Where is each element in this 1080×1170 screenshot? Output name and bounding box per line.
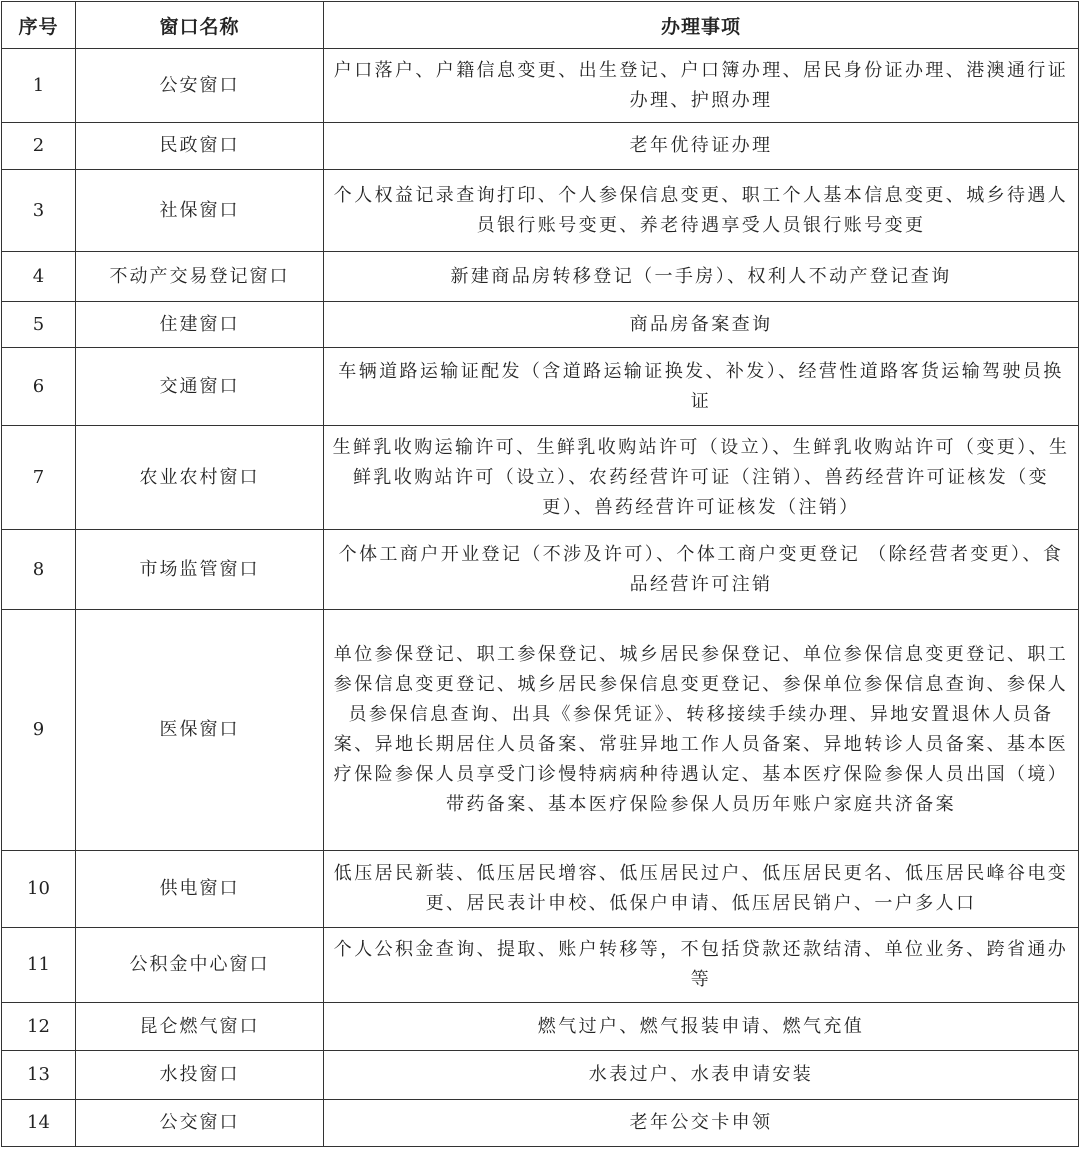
row-window: 市场监管窗口 — [76, 530, 324, 610]
table-row — [2, 928, 1079, 1003]
row-window: 农业农村窗口 — [76, 426, 324, 530]
table-row — [2, 1003, 1079, 1051]
table-row — [2, 123, 1079, 170]
row-window: 公积金中心窗口 — [76, 928, 324, 1003]
row-items: 燃气过户、燃气报装申请、燃气充值 — [324, 1003, 1079, 1051]
row-no: 12 — [2, 1003, 76, 1051]
row-no: 13 — [2, 1051, 76, 1100]
row-window: 不动产交易登记窗口 — [76, 252, 324, 302]
row-items: 个体工商户开业登记（不涉及许可）、个体工商户变更登记 （除经营者变更）、食品经营许可注销 — [324, 530, 1079, 610]
table-row — [2, 426, 1079, 530]
table-row — [2, 1051, 1079, 1100]
row-window: 医保窗口 — [76, 610, 324, 851]
service-window-table — [1, 1, 1079, 1147]
row-items: 新建商品房转移登记（一手房）、权利人不动产登记查询 — [324, 252, 1079, 302]
table-row — [2, 49, 1079, 123]
row-window: 公安窗口 — [76, 49, 324, 123]
header-window: 窗口名称 — [76, 2, 324, 49]
row-window: 住建窗口 — [76, 302, 324, 348]
table-row — [2, 851, 1079, 928]
row-items: 单位参保登记、职工参保登记、城乡居民参保登记、单位参保信息变更登记、职工参保信息变更登记、城乡居民参保信息变更登记、参保单位参保信息查询、参保人员参保信息查询、出具《参保凭证》、转移接续手续办理、异地安置退休人员备案、异地长期居住人员备案、常驻异地工作人员备案、异地转诊人员备案、基本医疗保险参保人员享受门诊慢特病病种待遇认定、基本医疗保险参保人员出国（境）带药备案、基本医疗保险参保人员历年账户家庭共济备案 — [324, 610, 1079, 851]
row-items: 老年优待证办理 — [324, 123, 1079, 170]
row-items: 老年公交卡申领 — [324, 1100, 1079, 1147]
table-row — [2, 252, 1079, 302]
row-no: 14 — [2, 1100, 76, 1147]
row-no: 6 — [2, 348, 76, 426]
row-no: 4 — [2, 252, 76, 302]
row-items: 水表过户、水表申请安装 — [324, 1051, 1079, 1100]
row-no: 11 — [2, 928, 76, 1003]
row-items: 商品房备案查询 — [324, 302, 1079, 348]
row-window: 社保窗口 — [76, 170, 324, 252]
row-no: 7 — [2, 426, 76, 530]
row-items: 个人公积金查询、提取、账户转移等，不包括贷款还款结清、单位业务、跨省通办等 — [324, 928, 1079, 1003]
header-no: 序号 — [2, 2, 76, 49]
table-row — [2, 348, 1079, 426]
table-row — [2, 530, 1079, 610]
row-no: 10 — [2, 851, 76, 928]
row-window: 交通窗口 — [76, 348, 324, 426]
row-window: 供电窗口 — [76, 851, 324, 928]
table-row — [2, 610, 1079, 851]
row-no: 3 — [2, 170, 76, 252]
table-row — [2, 170, 1079, 252]
header-items: 办理事项 — [324, 2, 1079, 49]
row-no: 5 — [2, 302, 76, 348]
table-header-row — [2, 2, 1079, 49]
row-items: 低压居民新装、低压居民增容、低压居民过户、低压居民更名、低压居民峰谷电变更、居民表计申校、低保户申请、低压居民销户、一户多人口 — [324, 851, 1079, 928]
row-items: 生鲜乳收购运输许可、生鲜乳收购站许可（设立）、生鲜乳收购站许可（变更）、生鲜乳收购站许可（设立）、农药经营许可证（注销）、兽药经营许可证核发（变更）、兽药经营许可证核发（注销） — [324, 426, 1079, 530]
row-no: 8 — [2, 530, 76, 610]
row-window: 公交窗口 — [76, 1100, 324, 1147]
row-items: 个人权益记录查询打印、个人参保信息变更、职工个人基本信息变更、城乡待遇人员银行账号变更、养老待遇享受人员银行账号变更 — [324, 170, 1079, 252]
row-window: 民政窗口 — [76, 123, 324, 170]
row-no: 1 — [2, 49, 76, 123]
table-row — [2, 1100, 1079, 1147]
row-window: 昆仑燃气窗口 — [76, 1003, 324, 1051]
row-no: 9 — [2, 610, 76, 851]
table-row — [2, 302, 1079, 348]
row-items: 户口落户、户籍信息变更、出生登记、户口簿办理、居民身份证办理、港澳通行证办理、护照办理 — [324, 49, 1079, 123]
row-window: 水投窗口 — [76, 1051, 324, 1100]
row-items: 车辆道路运输证配发（含道路运输证换发、补发）、经营性道路客货运输驾驶员换证 — [324, 348, 1079, 426]
row-no: 2 — [2, 123, 76, 170]
